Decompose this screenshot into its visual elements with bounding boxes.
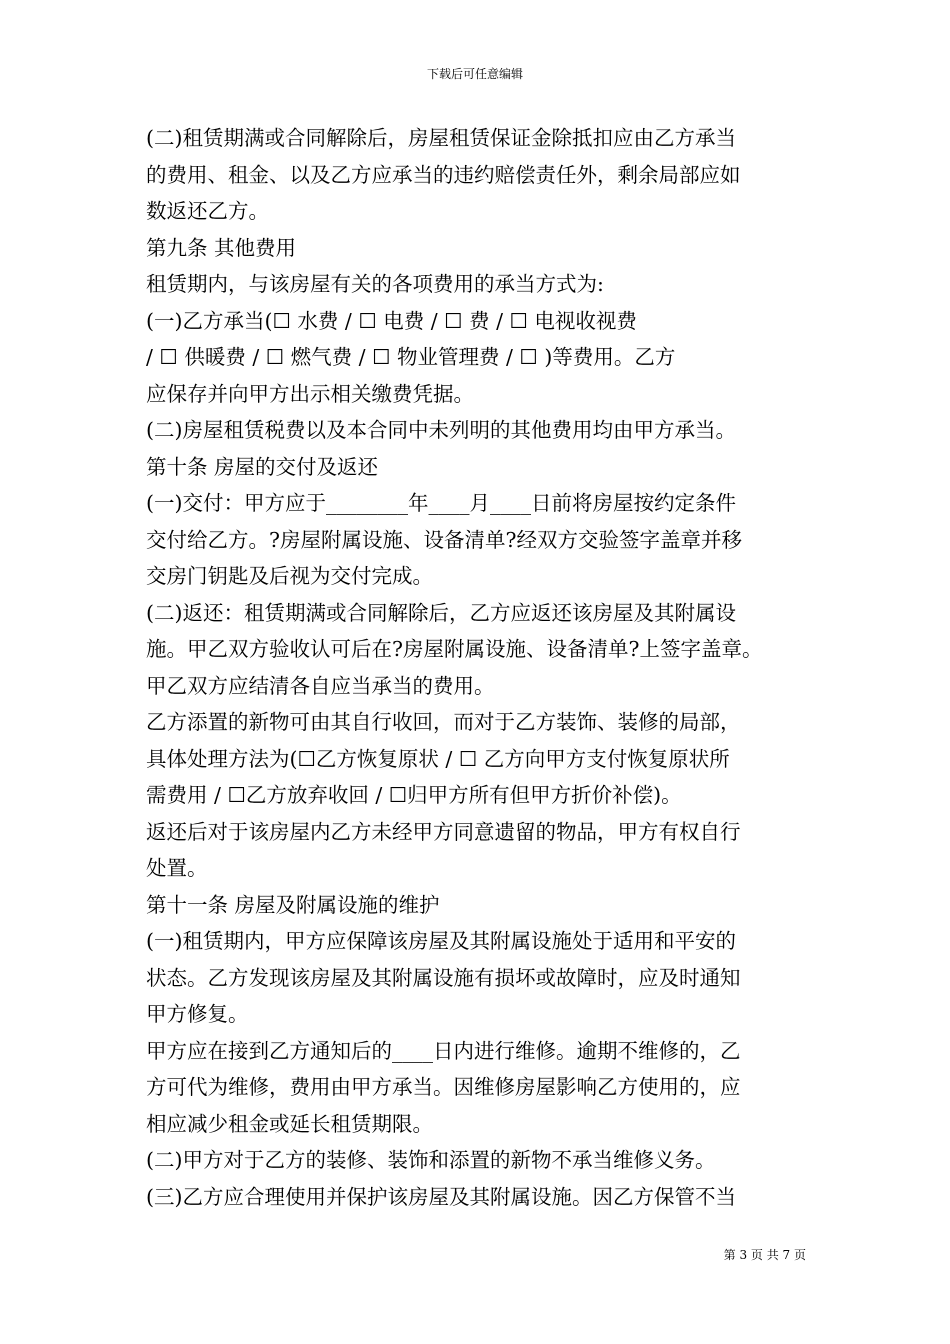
text-line: (一)交付：甲方应于________年____月____日前将房屋按约定条件: [146, 491, 736, 515]
section-heading: 第十一条 房屋及附属设施的维护: [146, 892, 440, 917]
text-line: 交房门钥匙及后视为交付完成。: [146, 564, 433, 588]
text-line: 租赁期内，与该房屋有关的各项费用的承当方式为:: [146, 272, 604, 296]
text-line: 需费用 / ☐乙方放弃收回 / ☐归甲方所有但甲方折价补偿)。: [146, 783, 682, 807]
text-line: 交付给乙方。?房屋附属设施、设备清单?经双方交验签字盖章并移: [146, 527, 742, 552]
text-line: 乙方添置的新物可由其自行收回，而对于乙方装饰、装修的局部，: [146, 710, 741, 734]
text-line: (二)房屋租赁税费以及本合同中未列明的其他费用均由甲方承当。: [146, 418, 736, 442]
text-line: 甲方应在接到乙方通知后的____日内进行维修。逾期不维修的，乙: [146, 1038, 741, 1063]
page-number: 第 3 页 共 7 页: [723, 1248, 806, 1262]
text-line: 状态。乙方发现该房屋及其附属设施有损坏或故障时，应及时通知: [146, 965, 741, 990]
text-line: 甲乙双方应结清各自应当承当的费用。: [146, 673, 495, 698]
text-line: (二)甲方对于乙方的装修、装饰和添置的新物不承当维修义务。: [146, 1148, 716, 1172]
document-body: [146, 120, 808, 1215]
text-line: 甲方修复。: [146, 1002, 249, 1026]
section-heading: 第九条 其他费用: [146, 235, 297, 260]
text-line: 相应减少租金或延长租赁期限。: [146, 1111, 433, 1136]
page-header-note: 下载后可任意编辑: [426, 67, 523, 81]
text-line: 处置。: [146, 856, 208, 880]
text-line: / ☐ 供暖费 / ☐ 燃气费 / ☐ 物业管理费 / ☐ )等费用。乙方: [146, 345, 676, 369]
text-line: (三)乙方应合理使用并保护该房屋及其附属设施。因乙方保管不当: [146, 1184, 736, 1209]
text-line: (二)租赁期满或合同解除后，房屋租赁保证金除抵扣应由乙方承当: [146, 126, 736, 150]
text-line: 返还后对于该房屋内乙方未经甲方同意遗留的物品，甲方有权自行: [146, 819, 741, 844]
text-line: 具体处理方法为(☐乙方恢复原状 / ☐ 乙方向甲方支付恢复原状所: [146, 746, 730, 771]
text-line: 应保存并向甲方出示相关缴费凭据。: [146, 381, 474, 406]
text-line: 方可代为维修，费用由甲方承当。因维修房屋影响乙方使用的，应: [146, 1075, 741, 1099]
text-line: (二)返还：租赁期满或合同解除后，乙方应返还该房屋及其附属设: [146, 600, 736, 625]
text-line: (一)租赁期内，甲方应保障该房屋及其附属设施处于适用和平安的: [146, 929, 736, 953]
text-line: 数返还乙方。: [146, 199, 269, 223]
section-heading: 第十条 房屋的交付及返还: [146, 454, 379, 479]
text-line: (一)乙方承当(☐ 水费 / ☐ 电费 / ☐ 费 / ☐ 电视收视费: [146, 308, 637, 333]
text-line: 施。甲乙双方验收认可后在?房屋附属设施、设备清单?上签字盖章。: [146, 637, 763, 661]
text-line: 的费用、租金、以及乙方应承当的违约赔偿责任外，剩余局部应如: [146, 162, 741, 187]
